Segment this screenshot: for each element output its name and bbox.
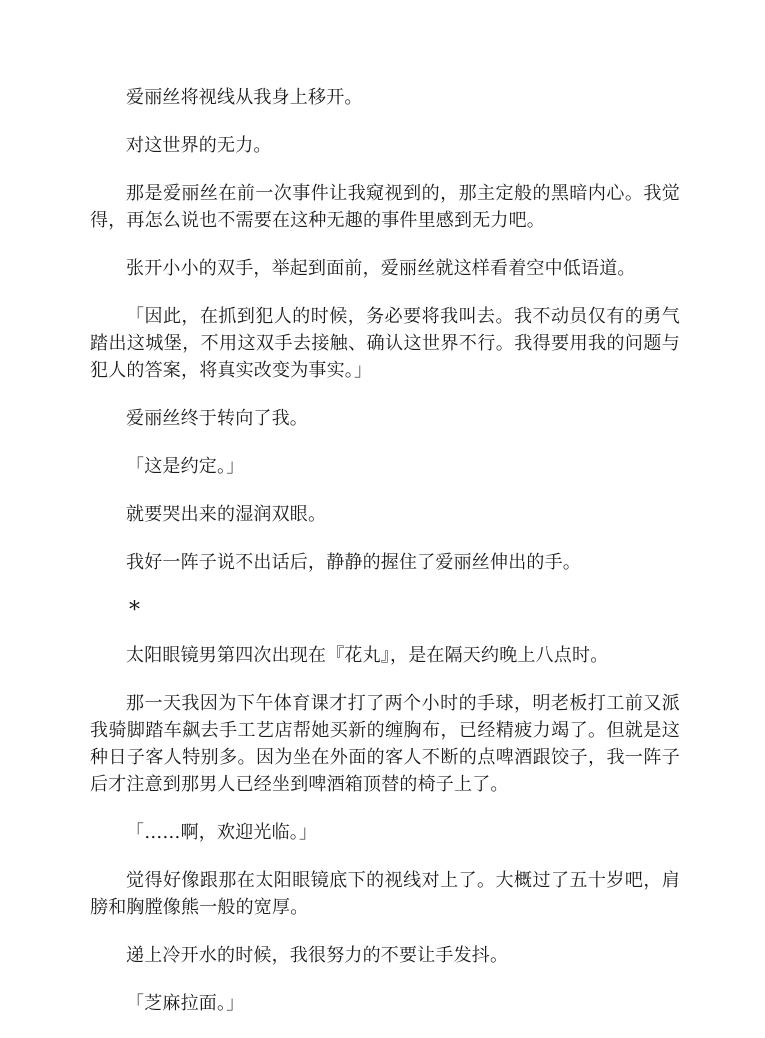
paragraph: 爱丽丝将视线从我身上移开。 [126,87,363,108]
paragraph: 张开小小的双手，举起到面前，爱丽丝就这样看着空中低语道。 [126,258,636,279]
paragraph: 那是爱丽丝在前一次事件让我窥视到的，那主定般的黑暗内心。我觉得，再怎么说也不需要在这种无趣的事件里感到无力吧。 [90,183,680,231]
text-body [90,84,680,1038]
paragraph: 觉得好像跟那在太阳眼镜底下的视线对上了。大概过了五十岁吧，肩膀和胸膛像熊一般的宽厚。 [90,870,680,918]
paragraph: 「……啊，欢迎光临。」 [126,822,318,843]
section-divider: * [129,598,141,623]
paragraph: 「芝麻拉面。」 [126,993,245,1014]
paragraph: 「这是约定。」 [126,456,245,477]
paragraph: 就要哭出来的湿润双眼。 [126,504,327,525]
paragraph: 对这世界的无力。 [126,135,272,156]
paragraph: 那一天我因为下午体育课才打了两个小时的手球，明老板打工前又派我骑脚踏车飙去手工艺店帮她买新的缠胸布，已经精疲力竭了。但就是这种日子客人特别多。因为坐在外面的客人不断的点啤酒跟饺子，我一阵子后才注意到那男人已经坐到啤酒箱顶替的椅子上了。 [90,693,680,795]
paragraph: 我好一阵子说不出话后，静静的握住了爱丽丝伸出的手。 [126,552,581,573]
paragraph: 太阳眼镜男第四次出现在『花丸』，是在隔天约晚上八点时。 [126,645,609,666]
paragraph: 爱丽丝终于转向了我。 [126,408,308,429]
paragraph: 递上冷开水的时候，我很努力的不要让手发抖。 [126,945,509,966]
paragraph: 「因此，在抓到犯人的时候，务必要将我叫去。我不动员仅有的勇气踏出这城堡，不用这双手去接触、确认这世界不行。我得要用我的问题与犯人的答案，将真实改变为事实。」 [90,306,680,381]
